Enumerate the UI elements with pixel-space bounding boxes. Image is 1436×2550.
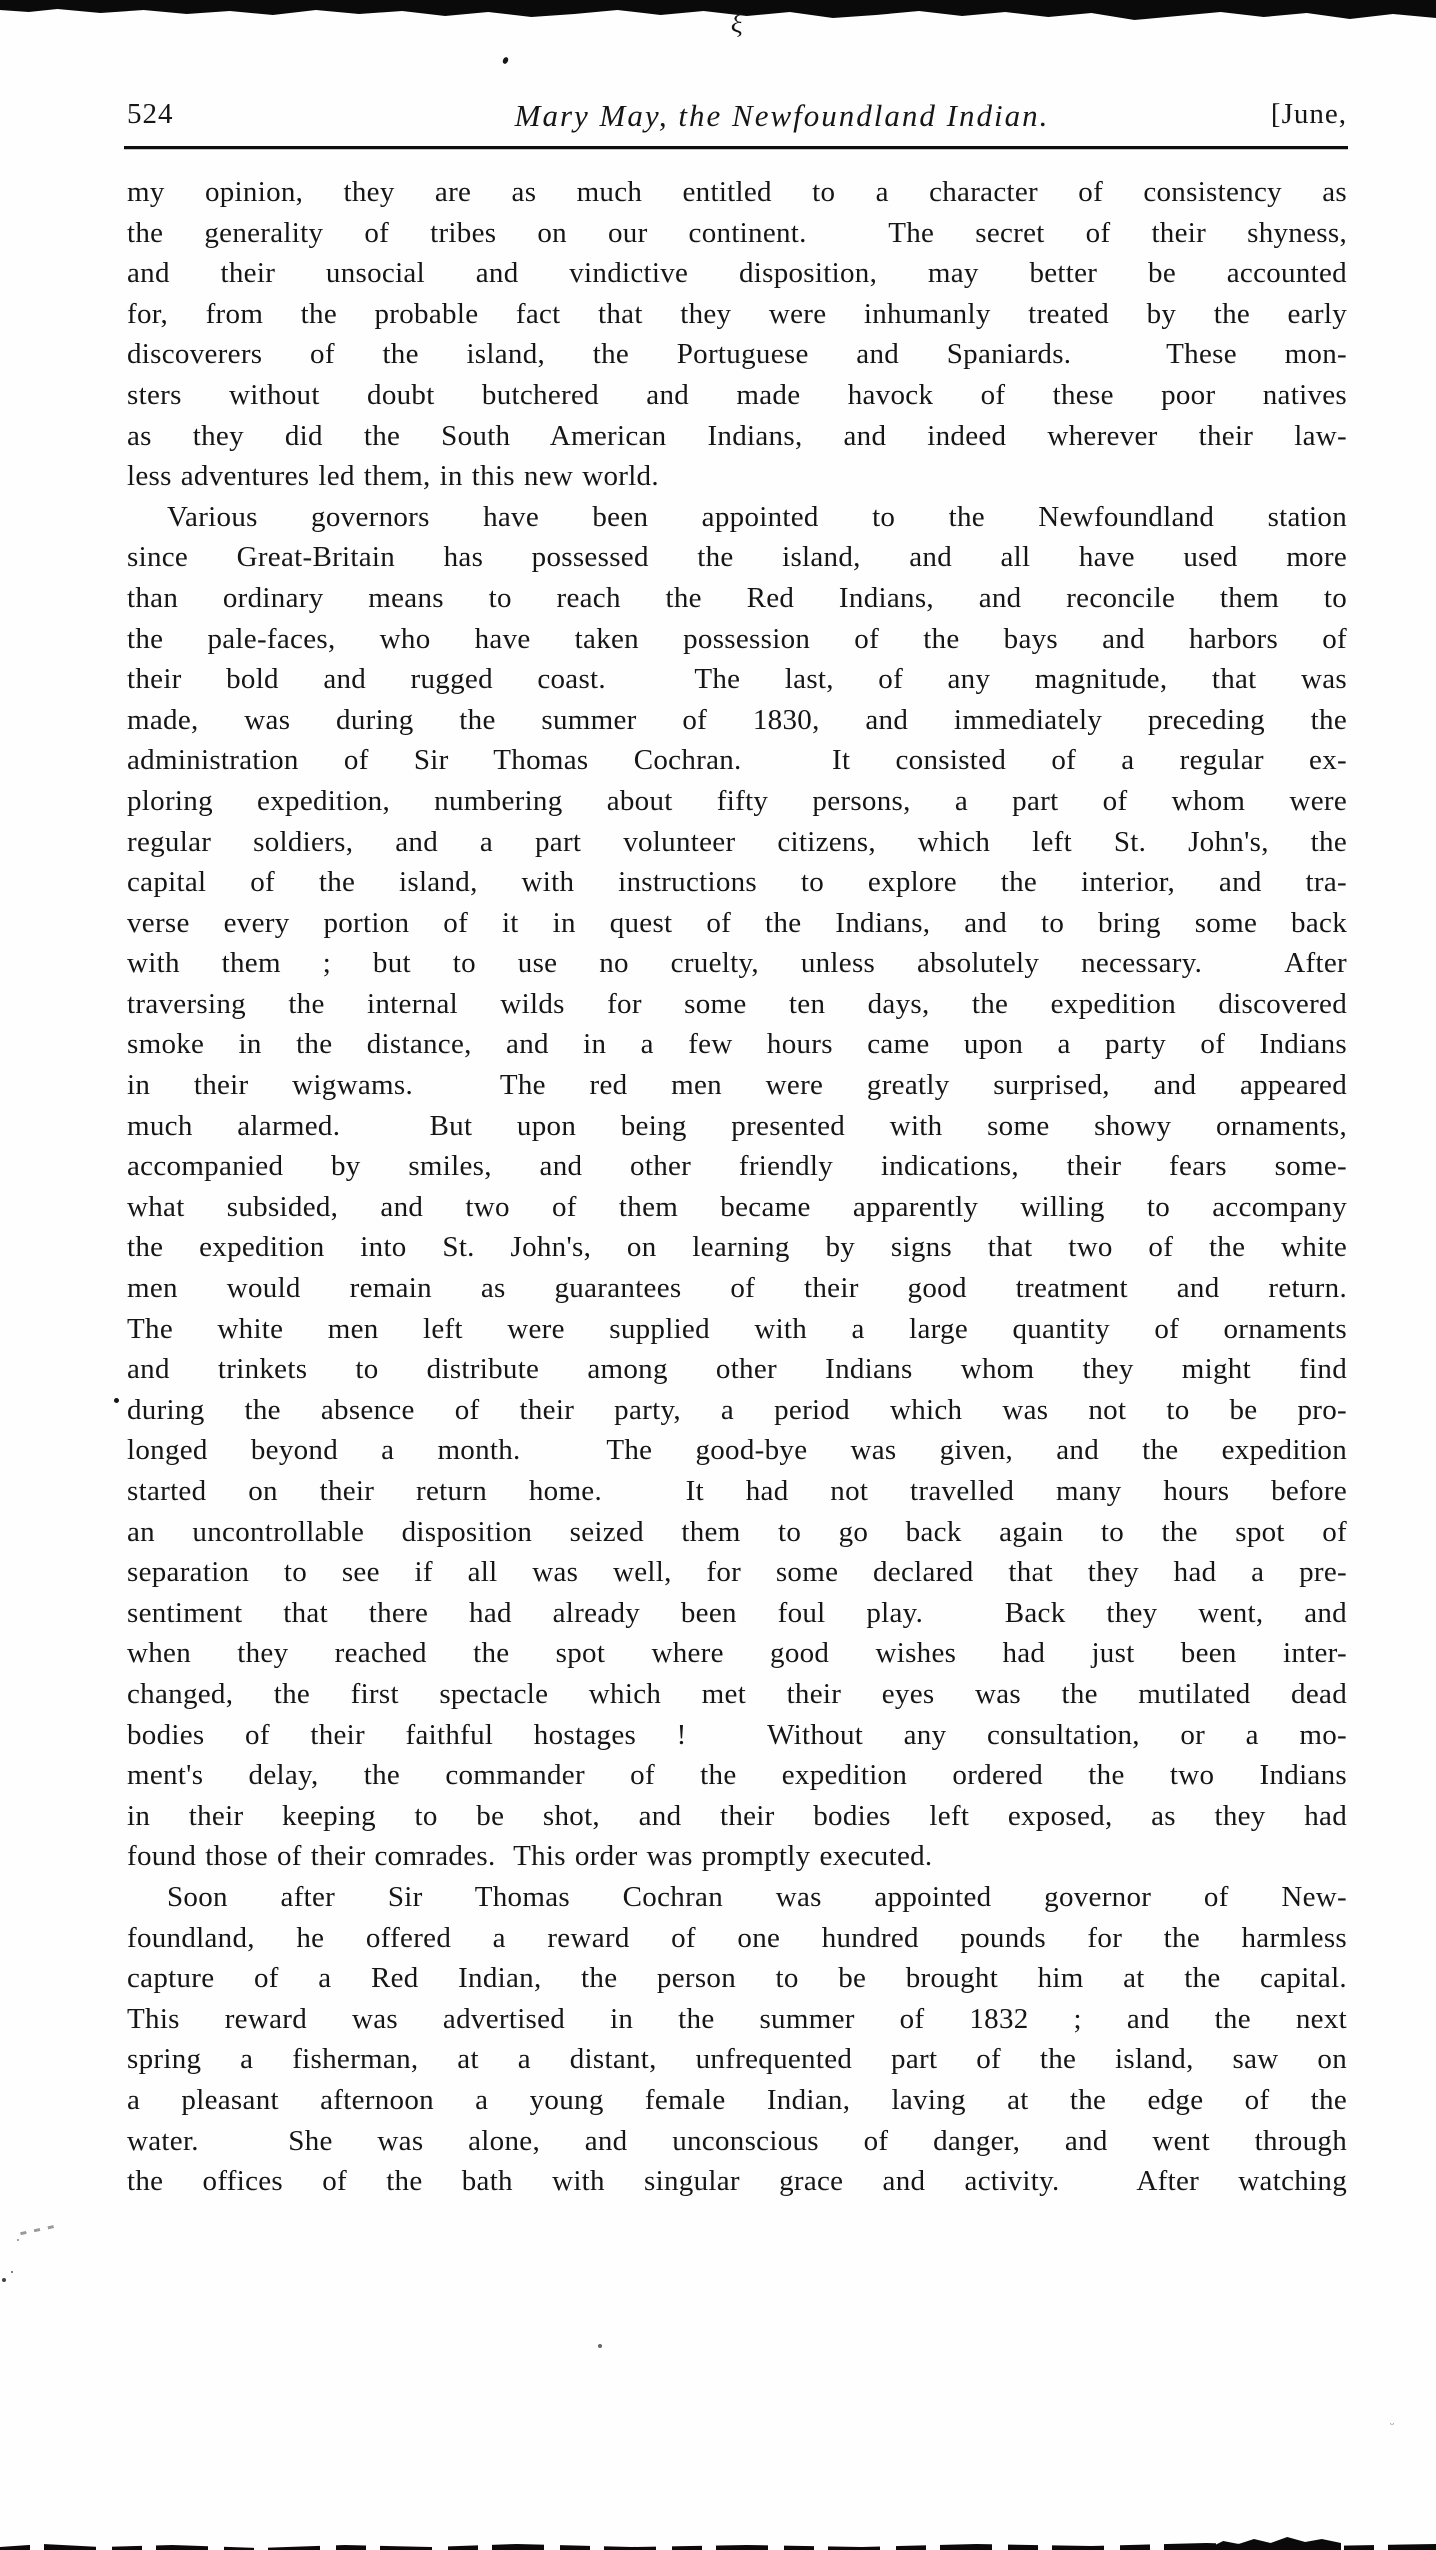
text-line: what subsided, and two of them became apparently willing to accompany — [127, 1190, 1347, 1223]
text-line: changed, the first spectacle which met their eyes was the mutilated dead — [127, 1677, 1347, 1710]
text-line: in their keeping to be shot, and their bodies left exposed, as they had — [127, 1799, 1347, 1832]
text-line: than ordinary means to reach the Red Indians, and reconcile them to — [127, 581, 1347, 614]
page-number: 524 — [127, 98, 174, 130]
text-line: The white men left were supplied with a large quantity of ornaments — [127, 1312, 1347, 1345]
text-line: found those of their comrades. This order was promptly executed. — [127, 1840, 933, 1873]
text-line: in their wigwams. The red men were greatly surprised, and appeared — [127, 1069, 1347, 1102]
text-line: during the absence of their party, a period which was not to be pro- — [127, 1393, 1347, 1426]
text-line: sters without doubt butchered and made havock of these poor natives — [127, 378, 1347, 411]
text-line: and trinkets to distribute among other Indians whom they might find — [127, 1353, 1347, 1386]
text-line: a pleasant afternoon a young female Indian, laving at the edge of the — [127, 2083, 1347, 2116]
text-line: started on their return home. It had not travelled many hours before — [127, 1475, 1347, 1507]
text-line: This reward was advertised in the summer of 1832 ; and the next — [127, 2002, 1347, 2035]
text-line: the expedition into St. John's, on learning by signs that two of the white — [127, 1231, 1347, 1264]
text-line: traversing the internal wilds for some ten days, the expedition discovered — [127, 987, 1347, 1020]
text-line: my opinion, they are as much entitled to a character of consistency as — [127, 176, 1347, 208]
text-line: the generality of tribes on our continent. The secret of their shyness, — [127, 216, 1347, 249]
text-line: their bold and rugged coast. The last, of any magnitude, that was — [127, 663, 1347, 696]
text-line: much alarmed. But upon being presented with some showy ornaments, — [127, 1109, 1347, 1142]
text-line: bodies of their faithful hostages ! Without any consultation, or a mo- — [127, 1718, 1347, 1751]
page-header — [127, 98, 1347, 134]
text-line: discoverers of the island, the Portuguese and Spaniards. These mon- — [127, 338, 1347, 371]
text-line: water. She was alone, and unconscious of danger, and went through — [127, 2124, 1347, 2157]
body-text — [127, 172, 1347, 2202]
text-line: administration of Sir Thomas Cochran. It consisted of a regular ex- — [127, 744, 1347, 777]
text-line: ploring expedition, numbering about fifty persons, a part of whom were — [127, 784, 1347, 817]
text-line: since Great-Britain has possessed the island, and all have used more — [127, 541, 1347, 574]
text-line: capture of a Red Indian, the person to be brought him at the capital. — [127, 1962, 1347, 1995]
text-line: accompanied by smiles, and other friendly indications, their fears some- — [127, 1150, 1347, 1183]
text-line: an uncontrollable disposition seized them to go back again to the spot of — [127, 1515, 1347, 1548]
ink-speck — [502, 56, 509, 64]
text-line: Soon after Sir Thomas Cochran was appointed governor of New- — [167, 1880, 1347, 1913]
text-line: ment's delay, the commander of the expedition ordered the two Indians — [127, 1759, 1347, 1792]
edge-smudge — [2, 2278, 6, 2282]
faint-scratch-marks — [20, 2224, 60, 2235]
text-line: with them ; but to use no cruelty, unless absolutely necessary. After — [127, 947, 1347, 980]
text-line: as they did the South American Indians, and indeed wherever their law- — [127, 419, 1347, 452]
text-line: longed beyond a month. The good-bye was given, and the expedition — [127, 1434, 1347, 1467]
text-line: capital of the island, with instructions to explore the interior, and tra- — [127, 866, 1347, 899]
text-line: less adventures led them, in this new world. — [127, 460, 659, 493]
text-line: separation to see if all was well, for some declared that they had a pre- — [127, 1556, 1347, 1589]
text-line: the offices of the bath with singular grace and activity. After watching — [127, 2165, 1347, 2198]
text-line: for, from the probable fact that they were inhumanly treated by the early — [127, 297, 1347, 330]
header-rule — [124, 146, 1348, 149]
ink-speck — [598, 2344, 602, 2348]
text-line: sentiment that there had already been foul play. Back they went, and — [127, 1596, 1347, 1629]
issue-date-label: [June, — [1270, 98, 1347, 130]
scan-edge-blob — [1213, 2537, 1341, 2550]
text-line: made, was during the summer of 1830, and immediately preceding the — [127, 703, 1347, 736]
text-line: spring a fisherman, at a distant, unfrequented part of the island, saw on — [127, 2043, 1347, 2076]
ink-speck: ᵕ — [1390, 2418, 1395, 2433]
stray-period-mark — [114, 1398, 119, 1403]
text-line: Various governors have been appointed to the Newfoundland station — [167, 500, 1347, 533]
text-line: foundland, he offered a reward of one hundred pounds for the harmless — [127, 1921, 1347, 1954]
scan-edge-strip-top — [0, 0, 1436, 22]
text-line: smoke in the distance, and in a few hours came upon a party of Indians — [127, 1028, 1347, 1061]
text-line: verse every portion of it in quest of the Indians, and to bring some back — [127, 906, 1347, 939]
text-line: regular soldiers, and a part volunteer citizens, which left St. John's, the — [127, 825, 1347, 858]
text-line: and their unsocial and vindictive disposition, may better be accounted — [127, 257, 1347, 290]
text-line: when they reached the spot where good wishes had just been inter- — [127, 1637, 1347, 1670]
text-line: the pale-faces, who have taken possession of the bays and harbors of — [127, 622, 1347, 655]
running-title: Mary May, the Newfoundland Indian. — [514, 98, 1050, 133]
ink-blot: ξ — [729, 7, 745, 39]
text-line: men would remain as guarantees of their good treatment and return. — [127, 1272, 1347, 1305]
